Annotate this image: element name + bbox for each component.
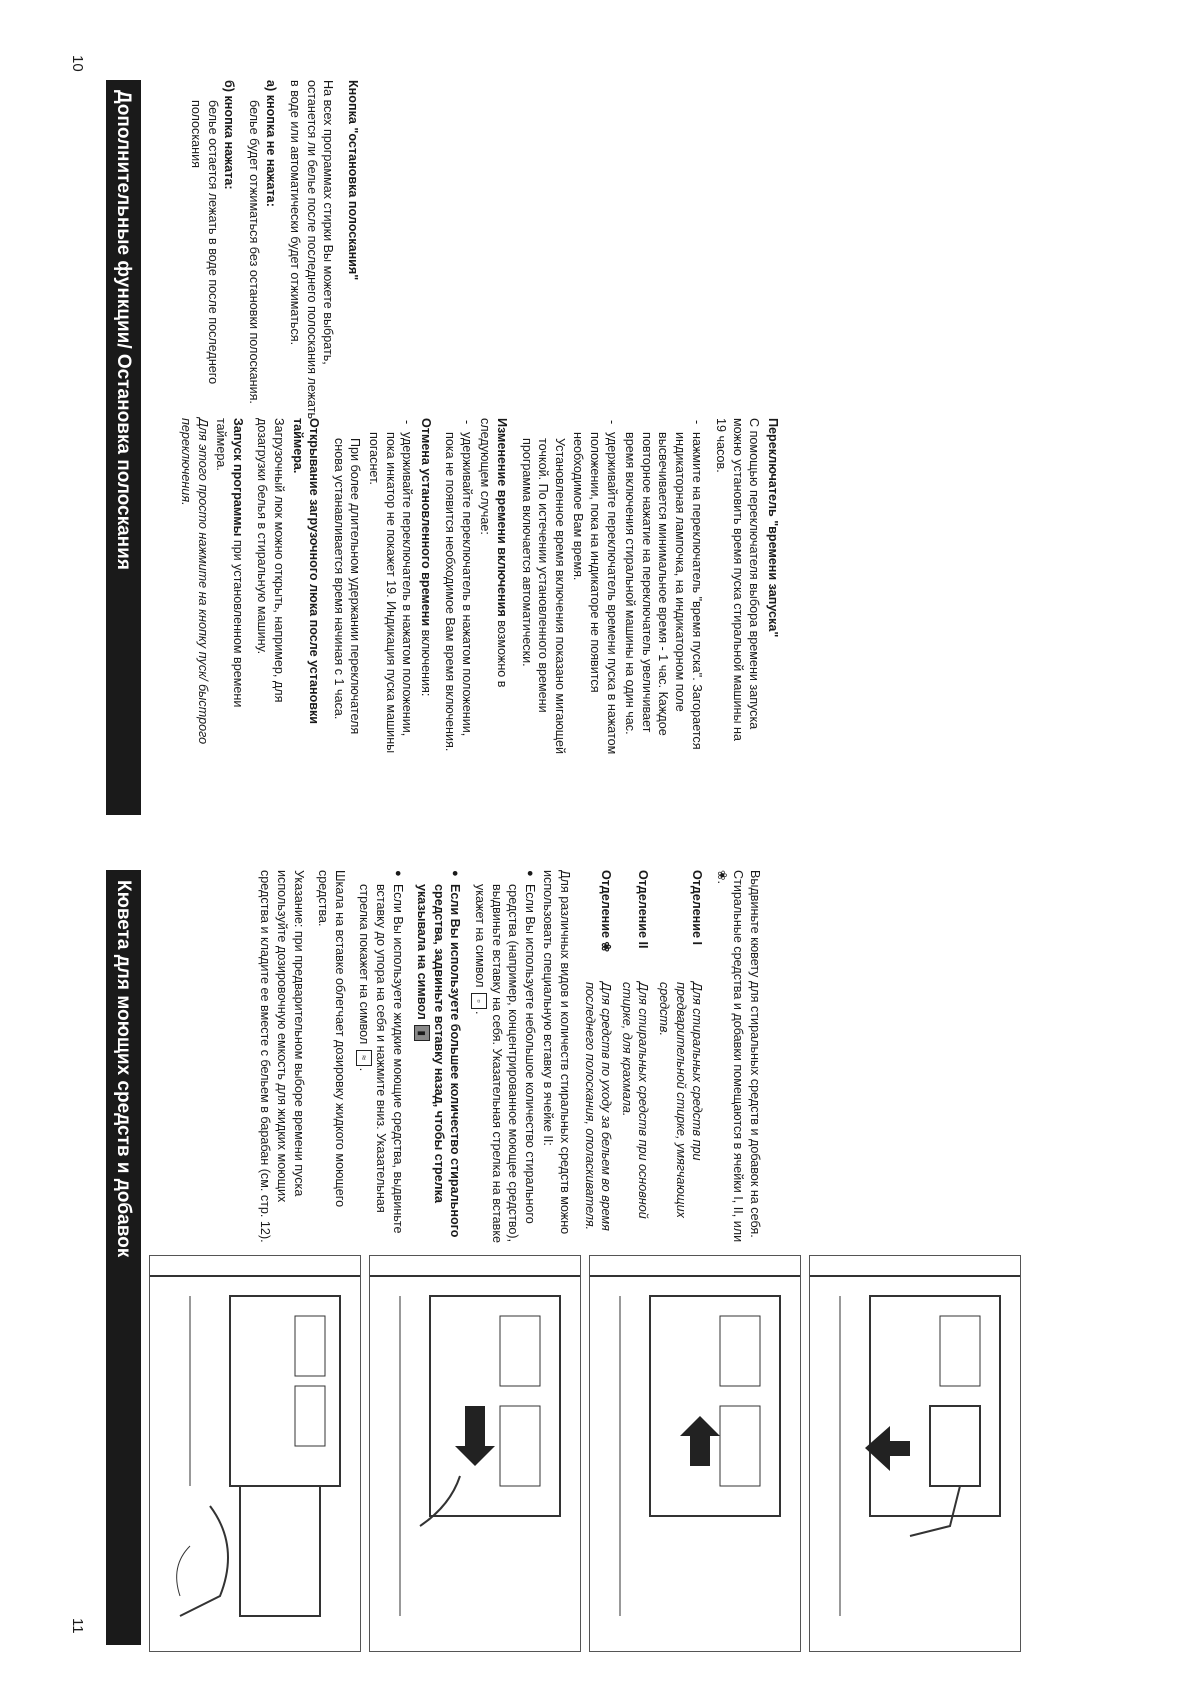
cancel-note: При более длительном удержании переключателя снова устанавливается время начиная с 1 часа.: [331, 438, 363, 735]
pull-insert-drawing: [370, 1256, 580, 1651]
insert-bullet-3-text: Если Вы используете жидкие моющие средства, выдвиньте вставку до упора на себя и нажмите вниз. Указательная стрелка покажет на символ: [357, 884, 405, 1234]
cancel-title: Отмена установленного времени: [418, 418, 433, 627]
cancel-step: - удерживайте переключатель в нажатом положении, пока инкатор не покажет 19. Индикация пуска машины погаснет.: [365, 418, 415, 758]
left-page-number: 10: [69, 55, 86, 72]
change-title: Изменение времени включения: [495, 418, 510, 617]
rinse-title: Кнопка "остановка полоскания": [346, 80, 360, 281]
door-text: Загрузочный люк можно открыть, например, для дозагрузки белья в стиральную машину.: [255, 418, 286, 703]
large-dose-symbol-icon: ▮: [414, 1025, 430, 1041]
insert-bullet-2: [414, 870, 464, 1250]
change-step: - удерживайте переключатель в нажатом положении, пока не появится необходимое Вам время включения.: [442, 418, 475, 758]
start-text: при установленном времени таймера.: [214, 418, 245, 708]
liquid-insert-drawing: [810, 1256, 1020, 1651]
timer-step-1: - нажмите на переключатель "время пуска". Загорается индикаторная лампочка, на индикаторном поле высвечивается минимальное время - 1 час. Каждое повторное нажатие на переключатель увеличивает время включения стиральной машины на один час.: [622, 418, 705, 758]
right-page-header: Кювета для моющих средств и добавок: [106, 870, 141, 1645]
compartment-2: [618, 870, 651, 1250]
scale-text: Шкала на вставке облегчает дозировку жидкого моющего средства.: [316, 870, 347, 1208]
dispenser-column: [151, 870, 763, 1250]
insert-bullet-2-text: Если Вы используете большее количество стирального средства, задвиньте вставку назад, чтобы стрелка указывала на символ: [415, 884, 463, 1238]
start-paragraph: [213, 418, 246, 758]
compartment-3: [581, 870, 614, 1250]
insert-bullet-1: ● Если Вы используете небольшое количество стирального средства (например, концентрированное моющее средство), выдвиньте вставку на себя. Указательная стрелка на вставке укажет на символ ▫.: [471, 870, 537, 1250]
option-a-title: а) кнопка не нажата:: [263, 80, 278, 207]
compartment-1-label: Отделение I: [690, 870, 705, 945]
option-b-text: белье остается лежать в воде после последнего полоскания: [189, 100, 220, 385]
liquid-symbol-icon: ≈: [356, 1050, 372, 1066]
dispenser-intro: Выдвиньте кювету для стиральных средств и добавок на себя. Стиральные средства и добавки помещаются в ячейки I, II, или ❀.: [714, 870, 762, 1243]
special-insert-text: Для различных видов и количеств стиральных средств можно использовать специальную вставку в ячейке II:: [541, 870, 573, 1235]
dispenser-open-drawing: [150, 1256, 360, 1651]
illustration-push-insert: [589, 1255, 801, 1652]
timer-title: Переключатель "времени запуска": [766, 418, 780, 638]
illustration-liquid-insert: [809, 1255, 1021, 1652]
left-page-header: Дополнительные функции/ Остановка полоскания: [106, 80, 141, 815]
start-note: Для этого просто нажмите на кнопку пуск/ быстрого переключения.: [179, 418, 210, 745]
compartment-2-label: Отделение II: [636, 870, 651, 949]
compartment-3-text: Для средств по уходу за бельем во время последнего полоскания, ополаскивателя.: [582, 982, 614, 1231]
compartment-2-text: Для стиральных средств при основной стирке, для крахмала.: [619, 982, 651, 1219]
illustration-pull-insert: [369, 1255, 581, 1652]
liquid-note: Указание: при предварительном выборе времени пуска используйте дозировочную емкость для жидких моющих средства и кладите ее вместе с бельем в барабан (см. стр. 12).: [258, 870, 306, 1243]
compartment-3-label: Отделение ❀: [599, 870, 614, 953]
insert-bullet-3: ● Если Вы используете жидкие моющие средства, выдвиньте вставку до упора на себя и нажмите вниз. Указательная стрелка покажет на символ ≈.: [356, 870, 406, 1250]
rinse-text: На всех программах стирки Вы можете выбрать, останется ли белье после последнего полоскания лежать в воде или автоматически будет отжиматься.: [288, 80, 336, 420]
timer-step-2-note: Установленное время включения показано мигающей точкой. По истечении установленного времени программа включается автоматически.: [519, 438, 567, 755]
timer-column: [151, 418, 781, 758]
timer-intro: С помощью переключателя выбора времени запуска можно установить время пуска стиральной машины на 19 часов.: [714, 418, 762, 742]
insert-bullet-1-text: Если Вы используете небольшое количество стирального средства (например, концентрированное моющее средство), выдвиньте вставку на себя. Указательная стрелка на вставке укажет на символ: [473, 884, 537, 1244]
option-b-title: б) кнопка нажата:: [222, 80, 237, 190]
push-insert-drawing: [590, 1256, 800, 1651]
change-text: возможно в следующем случае:: [478, 418, 510, 688]
cancel-paragraph: [417, 418, 434, 758]
option-a-text: белье будет отжиматься без остановки полоскания.: [247, 100, 262, 404]
illustration-open-dispenser: [149, 1255, 361, 1652]
start-title: Запуск программы: [230, 418, 245, 537]
cancel-text: включения:: [418, 626, 433, 697]
door-title: Открывание загрузочного люка после установки таймера.: [290, 418, 322, 725]
change-paragraph: [477, 418, 510, 758]
rinse-column: [151, 80, 361, 420]
timer-step-2: - удерживайте переключатель времени пуска в нажатом положении, пока на индикаторе не появится необходимое Вам время.: [570, 418, 620, 758]
compartment-1: [655, 870, 705, 1250]
compartment-1-text: Для стиральных средств при предварительной стирке, умягчающих средств.: [657, 982, 705, 1218]
small-dose-symbol-icon: ▫: [471, 993, 487, 1009]
right-page-number: 11: [69, 1618, 86, 1634]
